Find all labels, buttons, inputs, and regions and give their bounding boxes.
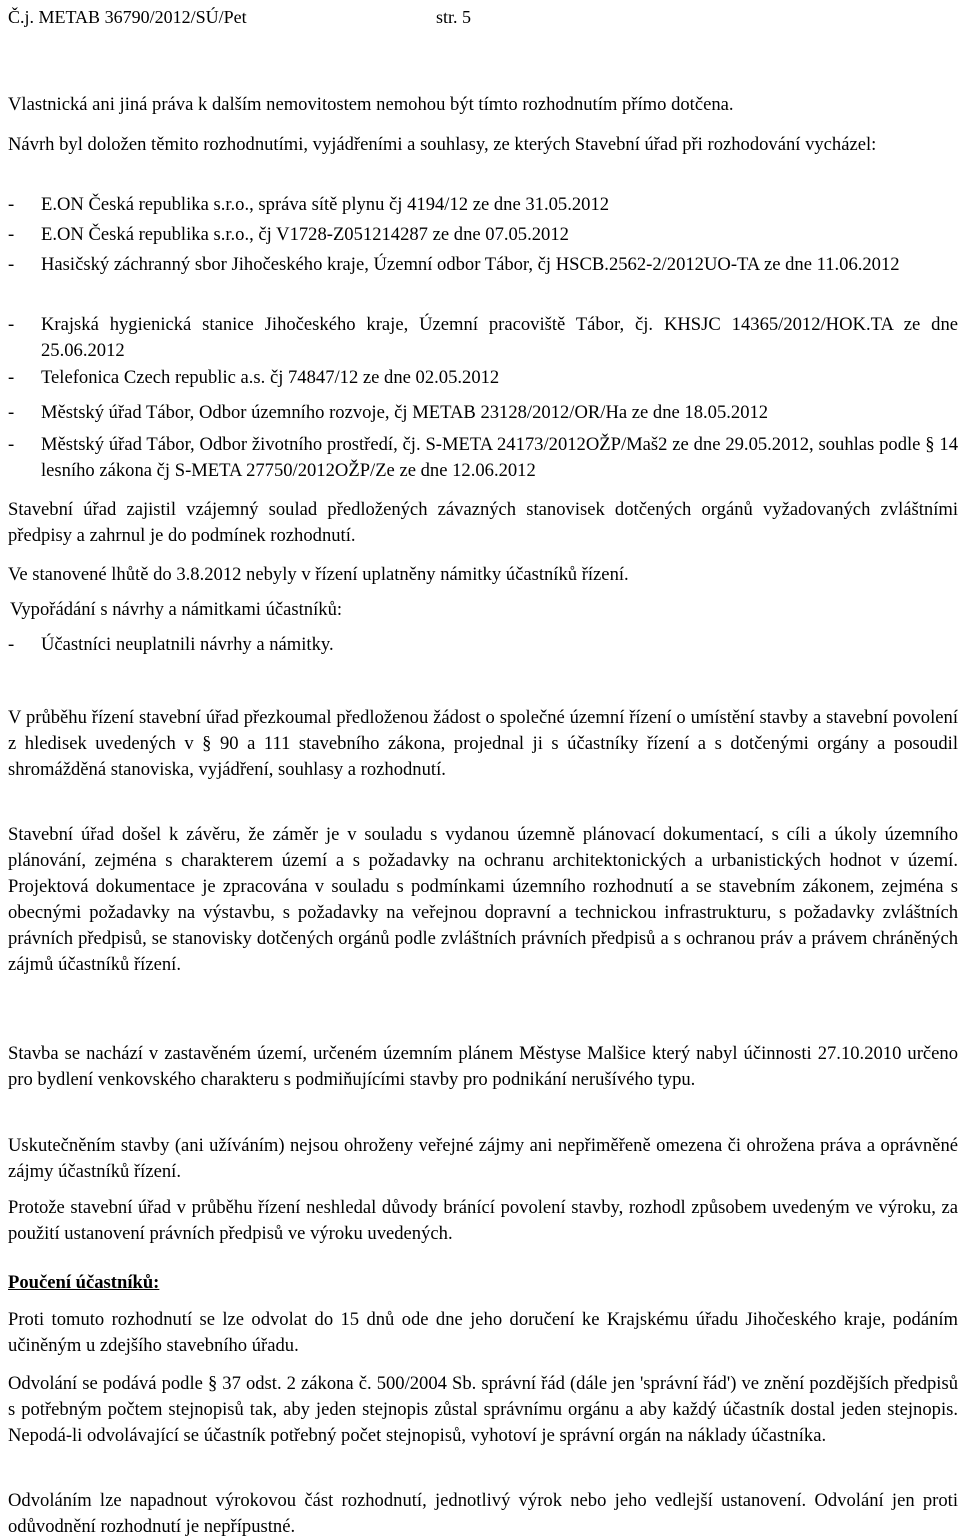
- list-dash: -: [8, 194, 15, 215]
- reasoning-paragraph-2: Stavební úřad došel k závěru, že záměr je v souladu s vydanou územně plánovací dokumentací, s cíli a úkoly územního plánování, zejména s charakterem území a s požadavky na ochranu architektonických a urbanistických hodnot v území. Projektová dokumentace je zpracována v souladu s podmínkami územního rozhodnutí a se stavebním zákonem, zejména s obecnými požadavky na výstavbu, s požadavky na veřejnou dopravní a technickou infrastrukturu, s požadavky zvláštních právních předpisů, se stanovisky dotčených orgánů podle zvláštních právních předpisů a s ochranou práv a právem chráněných zájmů účastníků řízení.: [8, 824, 958, 975]
- list-dash: -: [8, 367, 15, 388]
- list-item-text: Hasičský záchranný sbor Jihočeského kraje, Územní odbor Tábor, čj HSCB.2562-2/2012UO-TA ze dne 11.06.2012: [41, 254, 900, 275]
- page-number: str. 5: [436, 7, 472, 27]
- list-item: [8, 252, 958, 278]
- list-item-text: Krajská hygienická stanice Jihočeského kraje, Územní pracoviště Tábor, čj. KHSJC 14365/2012/HOK.TA ze dne 25.06.2012: [41, 314, 958, 361]
- reasoning-paragraph-3: Stavba se nachází v zastavěném území, určeném územním plánem Městyse Malšice který nabyl účinnosti 27.10.2010 určeno pro bydlení venkovského charakteru s podmiňujícími stavby pro podnikání nerušívého typu.: [8, 1043, 958, 1090]
- list-dash: -: [8, 402, 15, 423]
- list-dash: -: [8, 314, 15, 335]
- objections-deadline: Ve stanovené lhůtě do 3.8.2012 nebyly v řízení uplatněny námitky účastníků řízení.: [8, 564, 629, 585]
- list-item-text: Telefonica Czech republic a.s. čj 74847/12 ze dne 02.05.2012: [41, 367, 500, 388]
- instruction-paragraph-3: Odvoláním lze napadnout výrokovou část rozhodnutí, jednotlivý výrok nebo jeho vedlejší ustanovení. Odvolání jen proti odůvodnění rozhodnutí je nepřípustné.: [8, 1490, 958, 1537]
- list-item-text: Městský úřad Tábor, Odbor územního rozvoje, čj METAB 23128/2012/OR/Ha ze dne 18.05.2012: [41, 402, 769, 423]
- list-item: [8, 632, 958, 658]
- reasoning-paragraph-1: V průběhu řízení stavební úřad přezkoumal předloženou žádost o společné územní řízení o umístění stavby a stavební povolení z hledisek uvedených v § 90 a 111 stavebního zákona, projednal ji s účastníky řízení a s dotčenými orgány a posoudil shromážděná stanoviska, vyjádření, souhlasy a rozhodnutí.: [8, 707, 958, 780]
- instruction-heading: Poučení účastníků:: [8, 1272, 160, 1293]
- list-item: [8, 400, 958, 426]
- objections-heading: Vypořádání s návrhy a námitkami účastníků:: [10, 599, 343, 620]
- list-item-text: E.ON Česká republika s.r.o., správa sítě plynu čj 4194/12 ze dne 31.05.2012: [41, 194, 610, 215]
- instruction-paragraph-2: Odvolání se podává podle § 37 odst. 2 zákona č. 500/2004 Sb. správní řád (dále jen 'správní řád') ve znění pozdějších předpisů s potřebným počtem stejnopisů tak, aby jeden stejnopis zůstal správnímu orgánu a aby každý účastník dostal jeden stejnopis. Nepodá-li odvolávající se účastník potřebný počet stejnopisů, vyhotoví je správní orgán na náklady účastníka.: [8, 1373, 958, 1446]
- list-item-text: Městský úřad Tábor, Odbor životního prostředí, čj. S-META 24173/2012OŽP/Maš2 ze dne 29.05.2012, souhlas podle § 14 lesního zákona čj S-META 27750/2012OŽP/Ze ze dne 12.06.2012: [41, 434, 958, 481]
- list-item-text: Účastníci neuplatnili návrhy a námitky.: [41, 634, 334, 655]
- list-dash: -: [8, 224, 15, 245]
- reasoning-paragraph-4: Uskutečněním stavby (ani užíváním) nejsou ohroženy veřejné zájmy ani nepřiměřeně omezena či ohrožena práva a oprávněné zájmy účastníků řízení.: [8, 1135, 958, 1182]
- list-item: [8, 365, 958, 391]
- list-dash: -: [8, 434, 15, 455]
- list-dash: -: [8, 254, 15, 275]
- coordination-paragraph: Stavební úřad zajistil vzájemný soulad předložených závazných stanovisek dotčených orgánů vyžadovaných zvláštními předpisy a zahrnul je do podmínek rozhodnutí.: [8, 499, 958, 546]
- list-item-text: E.ON Česká republika s.r.o., čj V1728-Z051214287 ze dne 07.05.2012: [41, 224, 569, 245]
- list-item: [8, 192, 958, 218]
- page-header: [8, 4, 958, 30]
- list-item: [8, 432, 958, 484]
- supporting-docs-intro: Návrh byl doložen těmito rozhodnutími, vyjádřeními a souhlasy, ze kterých Stavební úřad při rozhodování vycházel:: [8, 134, 877, 155]
- list-item: [8, 312, 958, 364]
- document-reference: Č.j. METAB 36790/2012/SÚ/Pet: [8, 7, 247, 27]
- instruction-paragraph-1: Proti tomuto rozhodnutí se lze odvolat do 15 dnů ode dne jeho doručení ke Krajskému úřadu Jihočeského kraje, podáním učiněným u zdejšího stavebního úřadu.: [8, 1309, 958, 1356]
- reasoning-paragraph-5: Protože stavební úřad v průběhu řízení neshledal důvody bránící povolení stavby, rozhodl způsobem uvedeným ve výroku, za použití ustanovení právních předpisů ve výroku uvedených.: [8, 1197, 958, 1244]
- list-dash: -: [8, 634, 15, 655]
- ownership-statement: Vlastnická ani jiná práva k dalším nemovitostem nemohou být tímto rozhodnutím přímo dotčena.: [8, 94, 734, 115]
- list-item: [8, 222, 958, 248]
